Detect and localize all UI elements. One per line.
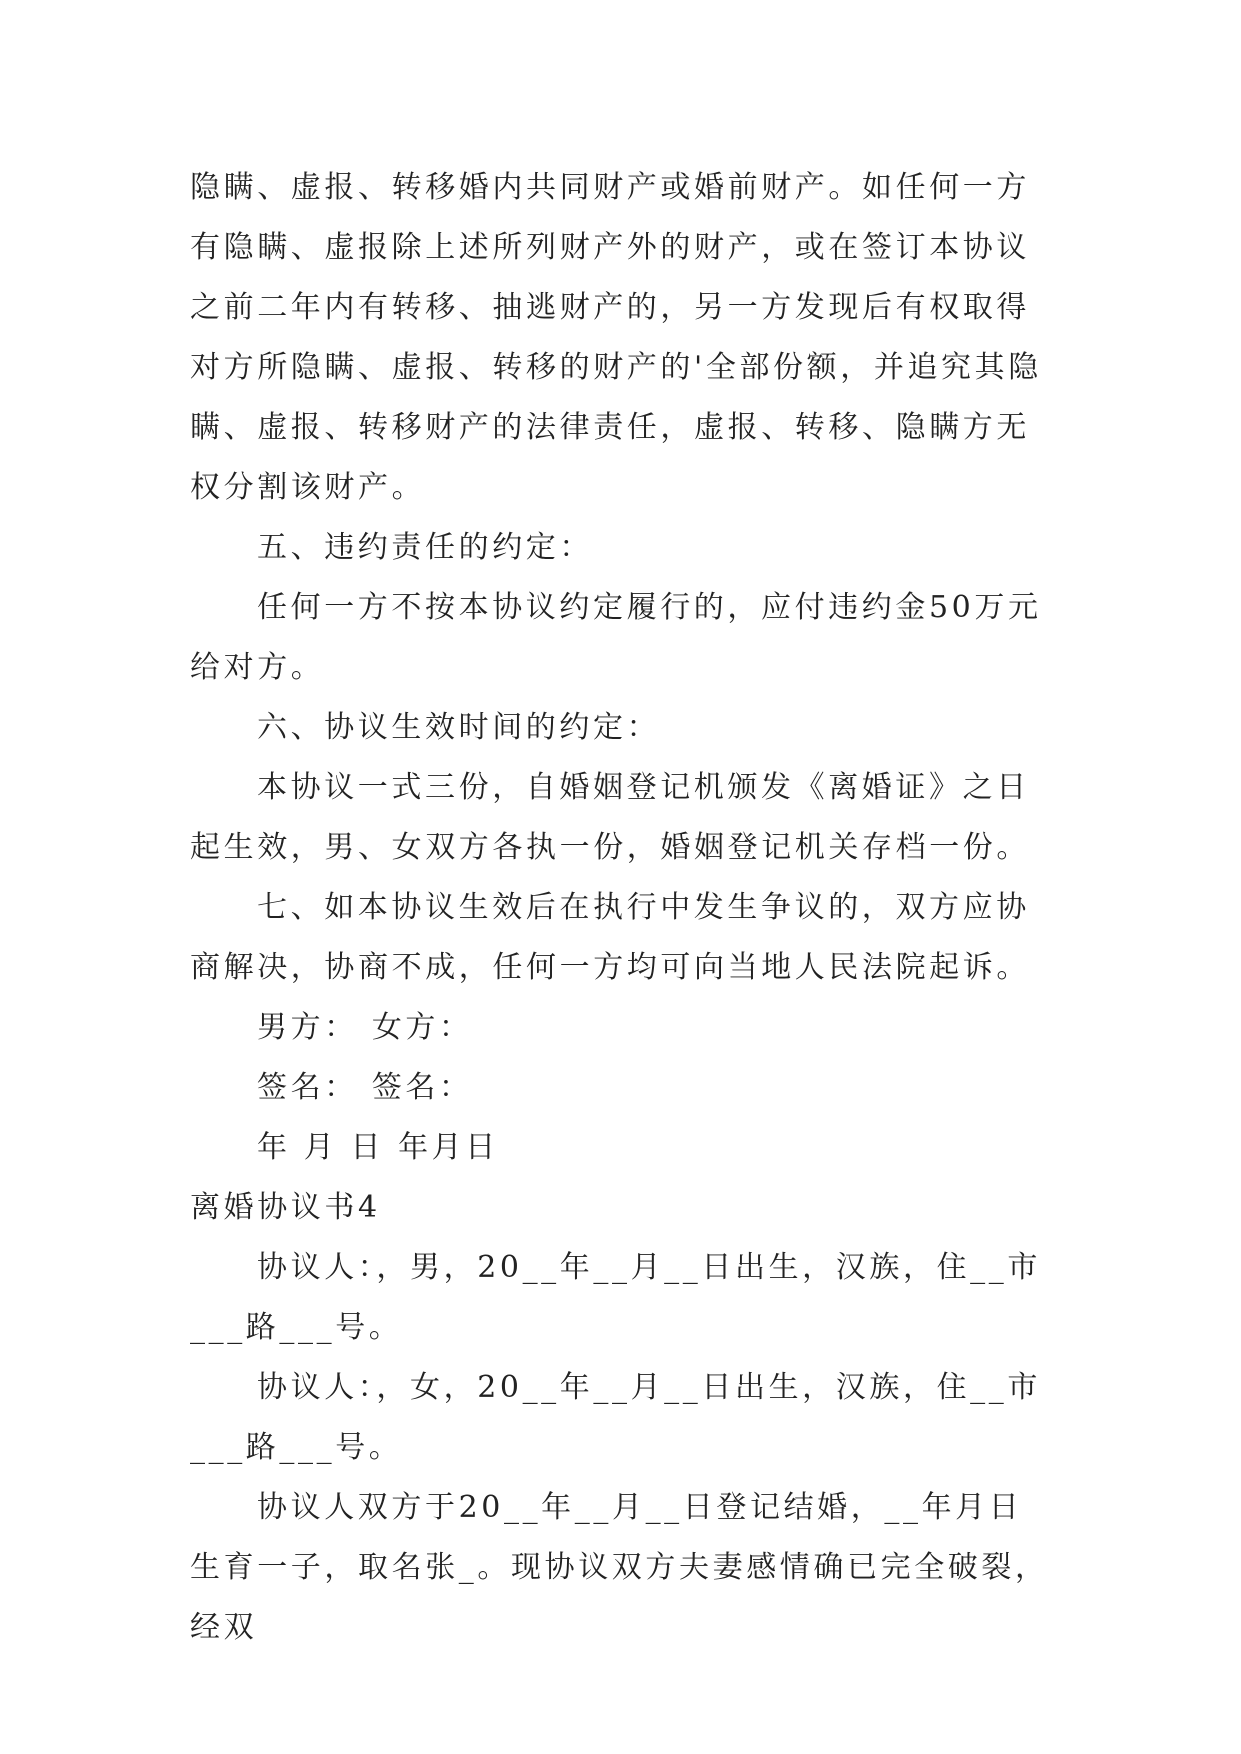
paragraph-dispute-resolution: 七、如本协议生效后在执行中发生争议的，双方应协商解决，协商不成，任何一方均可向当地人民法院起诉。: [190, 890, 1030, 985]
male-date-label: 年 月 日: [257, 1130, 385, 1165]
female-sign-label: 签名：: [371, 1070, 473, 1105]
paragraph-marriage-info: 协议人双方于20__年__月__日登记结婚，__年月日生育一子，取名张_。现协议双方夫妻感情确已完全破裂，经双: [190, 1490, 1049, 1645]
signature-parties-row: [190, 998, 1050, 1058]
heading-breach-liability: 五、违约责任的约定：: [257, 530, 593, 565]
female-party-label: 女方：: [371, 1010, 473, 1045]
male-sign-label: 签名：: [257, 1070, 358, 1105]
paragraph-party-male: 协议人：，男，20__年__月__日出生，汉族，住__市___路___号。: [190, 1250, 1041, 1345]
section-title: 离婚协议书4: [190, 1190, 381, 1225]
paragraph-party-female: 协议人：，女，20__年__月__日出生，汉族，住__市___路___号。: [190, 1370, 1041, 1465]
paragraph-copies: 本协议一式三份，自婚姻登记机颁发《离婚证》之日起生效，男、女双方各执一份，婚姻登记机关存档一份。: [190, 770, 1030, 865]
paragraph-breach-penalty: 任何一方不按本协议约定履行的，应付违约金50万元给对方。: [190, 590, 1042, 685]
male-party-label: 男方：: [257, 1010, 358, 1045]
heading-effective-time: 六、协议生效时间的约定：: [257, 710, 661, 745]
paragraph-property-concealment: 隐瞒、虚报、转移婚内共同财产或婚前财产。如任何一方有隐瞒、虚报除上述所列财产外的财产，或在签订本协议之前二年内有转移、抽逃财产的，另一方发现后有权取得对方所隐瞒、虚报、转移的财产的'全部份额，并追究其隐瞒、虚报、转移财产的法律责任，虚报、转移、隐瞒方无权分割该财产。: [190, 170, 1042, 505]
female-date-label: 年月日: [398, 1130, 499, 1165]
document-body: [190, 158, 1050, 1658]
signature-sign-row: [190, 1058, 1050, 1118]
signature-date-row: [190, 1118, 1050, 1178]
